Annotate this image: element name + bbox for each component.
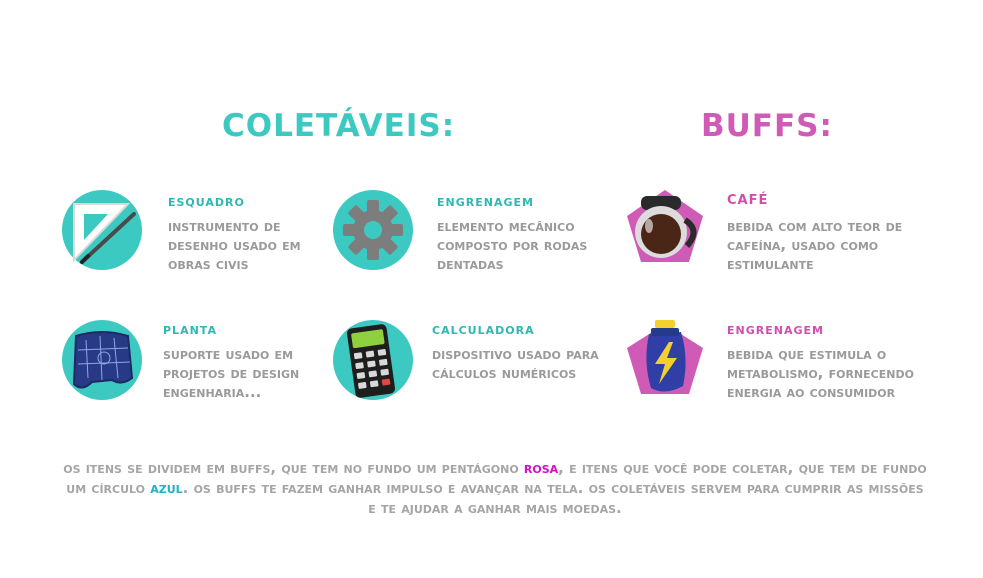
blueprint-icon <box>62 320 142 400</box>
item-title: planta <box>163 319 217 338</box>
energy-drink-icon <box>625 318 705 398</box>
coffee-pot-icon <box>625 186 705 266</box>
footer-text-part2: , e itens que você pode coletar, que tem de fundo um círculo <box>66 459 927 497</box>
footer-text-part1: os itens se dividem em buffs, que tem no fundo um pentágono <box>63 459 524 477</box>
item-description: dispositivo usado para cálculos numéricos <box>432 345 599 382</box>
item-description: elemento mecânico composto por rodas dentadas <box>437 217 588 273</box>
item-description: bebida com alto teor de cafeína, usado como estimulante <box>727 217 903 273</box>
item-title: calculadora <box>432 319 535 338</box>
item-title: esquadro <box>168 191 245 210</box>
item-description: instrumento de desenho usado em obras civis <box>168 217 301 273</box>
item-title: café <box>727 187 769 209</box>
set-square-icon <box>62 190 142 270</box>
footer-rosa-highlight: rosa <box>523 459 559 477</box>
item-title: engrenagem <box>727 319 824 338</box>
item-title: engrenagem <box>437 191 534 210</box>
footer-azul-highlight: azul <box>150 479 183 497</box>
item-description: bebida que estimula o metabolismo, fornecendo energia ao consumidor <box>727 345 914 401</box>
buffs-heading: BUFFS: <box>701 108 833 144</box>
gear-icon <box>333 190 413 270</box>
footer-explanation <box>60 458 930 518</box>
item-description: suporte usado em projetos de design engenharia... <box>163 345 300 401</box>
collectibles-heading: COLETÁVEIS: <box>222 108 456 144</box>
calculator-icon <box>333 320 413 400</box>
footer-text-part3: . os buffs te fazem ganhar impulso e avançar na tela. os coletáveis servem para cumprir as missões e te ajudar a ganhar mais moedas. <box>182 479 924 517</box>
